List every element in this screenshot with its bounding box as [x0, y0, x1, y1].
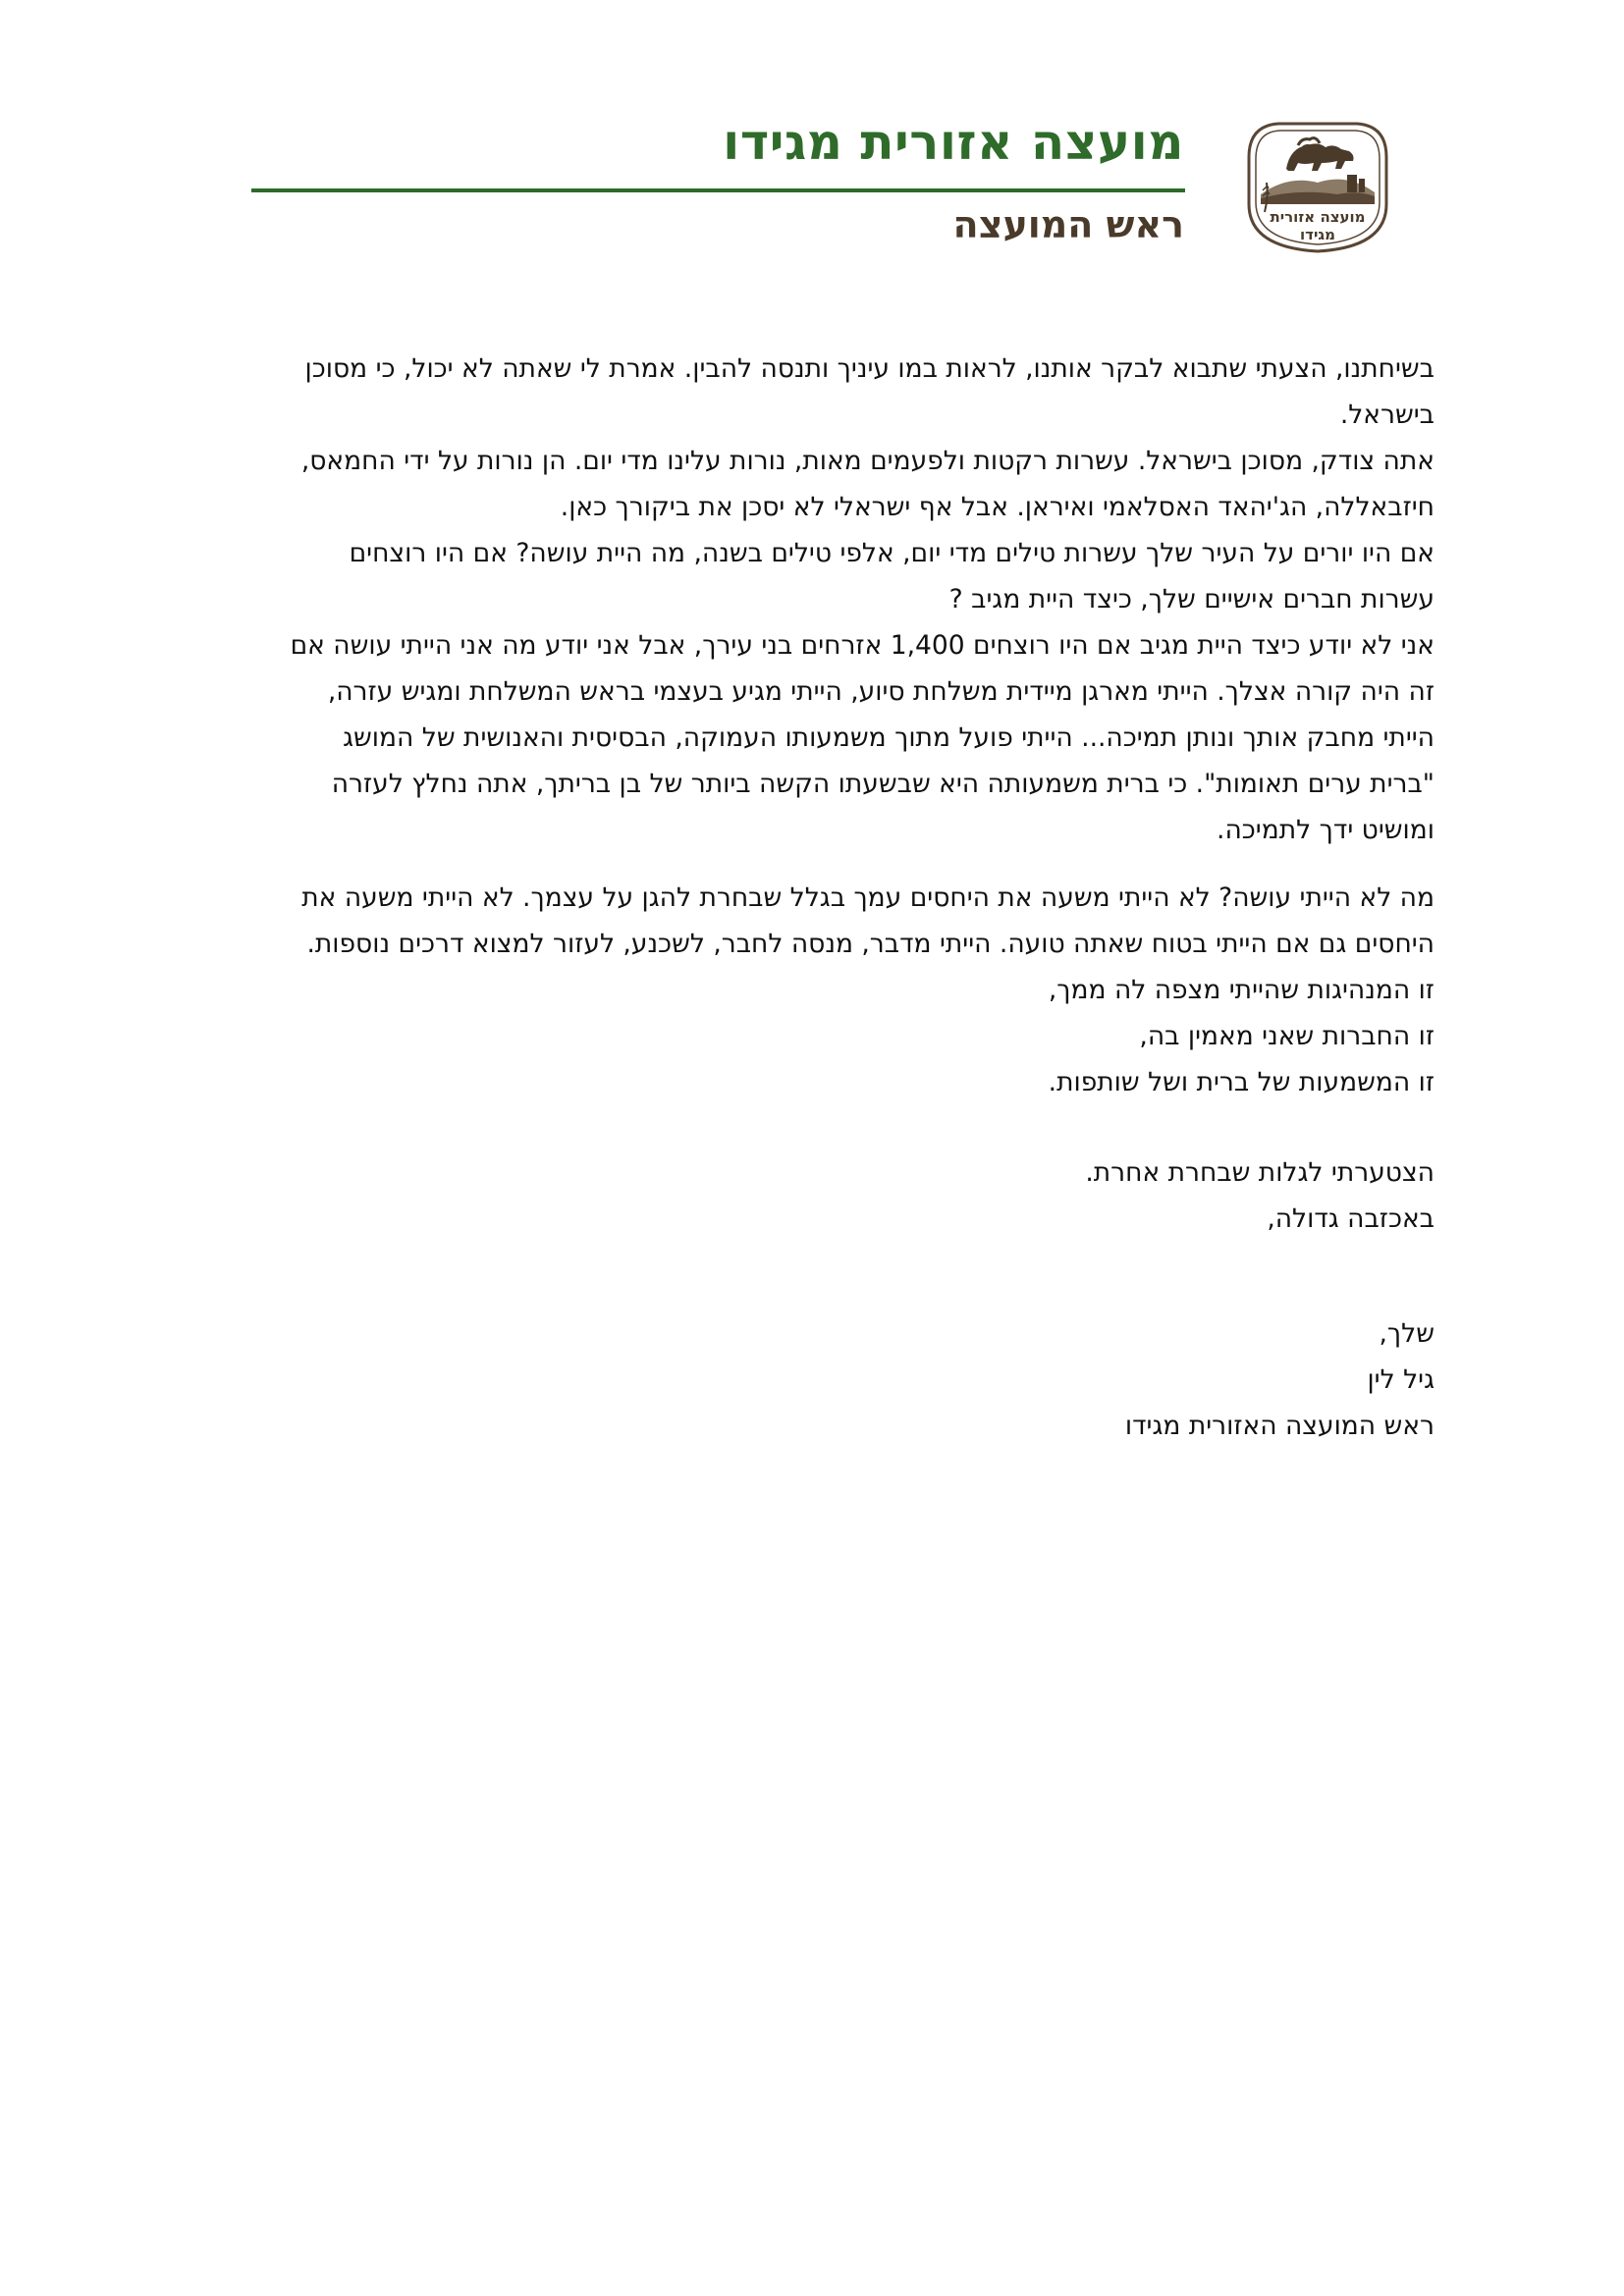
svg-text:מועצה אזורית: מועצה אזורית: [1270, 208, 1366, 226]
closing: שלך,: [1379, 1318, 1435, 1349]
letter-line: זו החברות שאני מאמין בה,: [1139, 1021, 1435, 1051]
council-name: מועצה אזורית מגידו: [723, 114, 1184, 171]
header-divider: [251, 188, 1185, 192]
paragraph-spacer: [178, 1242, 1435, 1310]
letter-line: אני לא יודע כיצד היית מגיב אם היו רוצחים 1,400 אזרחים בני עירך, אבל אני יודע מה אני הייתי עושה אם: [290, 630, 1435, 661]
letter-line: היחסים גם אם הייתי בטוח שאתה טועה. הייתי מדבר, מנסה לחבר, לשכנע, לעזור למצוא דרכים נוספות.: [306, 929, 1435, 959]
letter-line: ומושיט ידך לתמיכה.: [1217, 815, 1435, 845]
paragraph-spacer: [178, 1105, 1435, 1149]
letter-line: זו המנהיגות שהייתי מצפה לה ממך,: [1048, 975, 1435, 1005]
letter-line: זו המשמעות של ברית ושל שותפות.: [1048, 1067, 1435, 1097]
letter-line: הייתי מחבק אותך ונותן תמיכה... הייתי פועל מתוך משמעותו העמוקה, הבסיסית והאנושית של המושג: [343, 722, 1435, 753]
letter-line: "ברית ערים תאומות". כי ברית משמעותה היא שבשעתו הקשה ביותר של בן בריתך, אתה נחלץ לעזרה: [331, 769, 1435, 799]
council-seal-logo: [1239, 118, 1396, 255]
signer-title: ראש המועצה האזורית מגידו: [1124, 1411, 1435, 1441]
letterhead: [0, 0, 1624, 275]
svg-text:מגידו: מגידו: [1300, 226, 1335, 243]
letter-line: זה היה קורה אצלך. הייתי מארגן מיידית משלחת סיוע, הייתי מגיע בעצמי בראש המשלחת ומגיש עזרה,: [327, 676, 1435, 707]
letter-line: אתה צודק, מסוכן בישראל. עשרות רקטות ולפעמים מאות, נורות עלינו מדי יום. הן נורות על ידי החמאס,: [300, 446, 1435, 476]
letter-line: הצטערתי לגלות שבחרת אחרת.: [1085, 1157, 1435, 1188]
signer-name: גיל לין: [1367, 1364, 1435, 1395]
letter-line: באכזבה גדולה,: [1267, 1203, 1435, 1234]
letterhead-role: ראש המועצה: [952, 203, 1184, 246]
letter-line: בשיחתנו, הצעתי שתבוא לבקר אותנו, לראות במו עיניך ותנסה להבין. אמרת לי שאתה לא יכול, כי מסוכן: [304, 353, 1435, 384]
letter-line: בישראל.: [1339, 400, 1435, 430]
paragraph-spacer: [178, 853, 1435, 875]
letter-line: מה לא הייתי עושה? לא הייתי משעה את היחסים עמך בגלל שבחרת להגן על עצמך. לא הייתי משעה את: [301, 882, 1435, 913]
letter-line: חיזבאללה, הג'יהאד האסלאמי ואיראן. אבל אף ישראלי לא יסכן את ביקורך כאן.: [560, 492, 1435, 522]
letter-line: אם היו יורים על העיר שלך עשרות טילים מדי יום, אלפי טילים בשנה, מה היית עושה? אם היו רוצחים: [349, 538, 1435, 568]
letter-line: עשרות חברים אישיים שלך, כיצד היית מגיב ?: [948, 584, 1435, 614]
letter-body: [178, 346, 1435, 1449]
